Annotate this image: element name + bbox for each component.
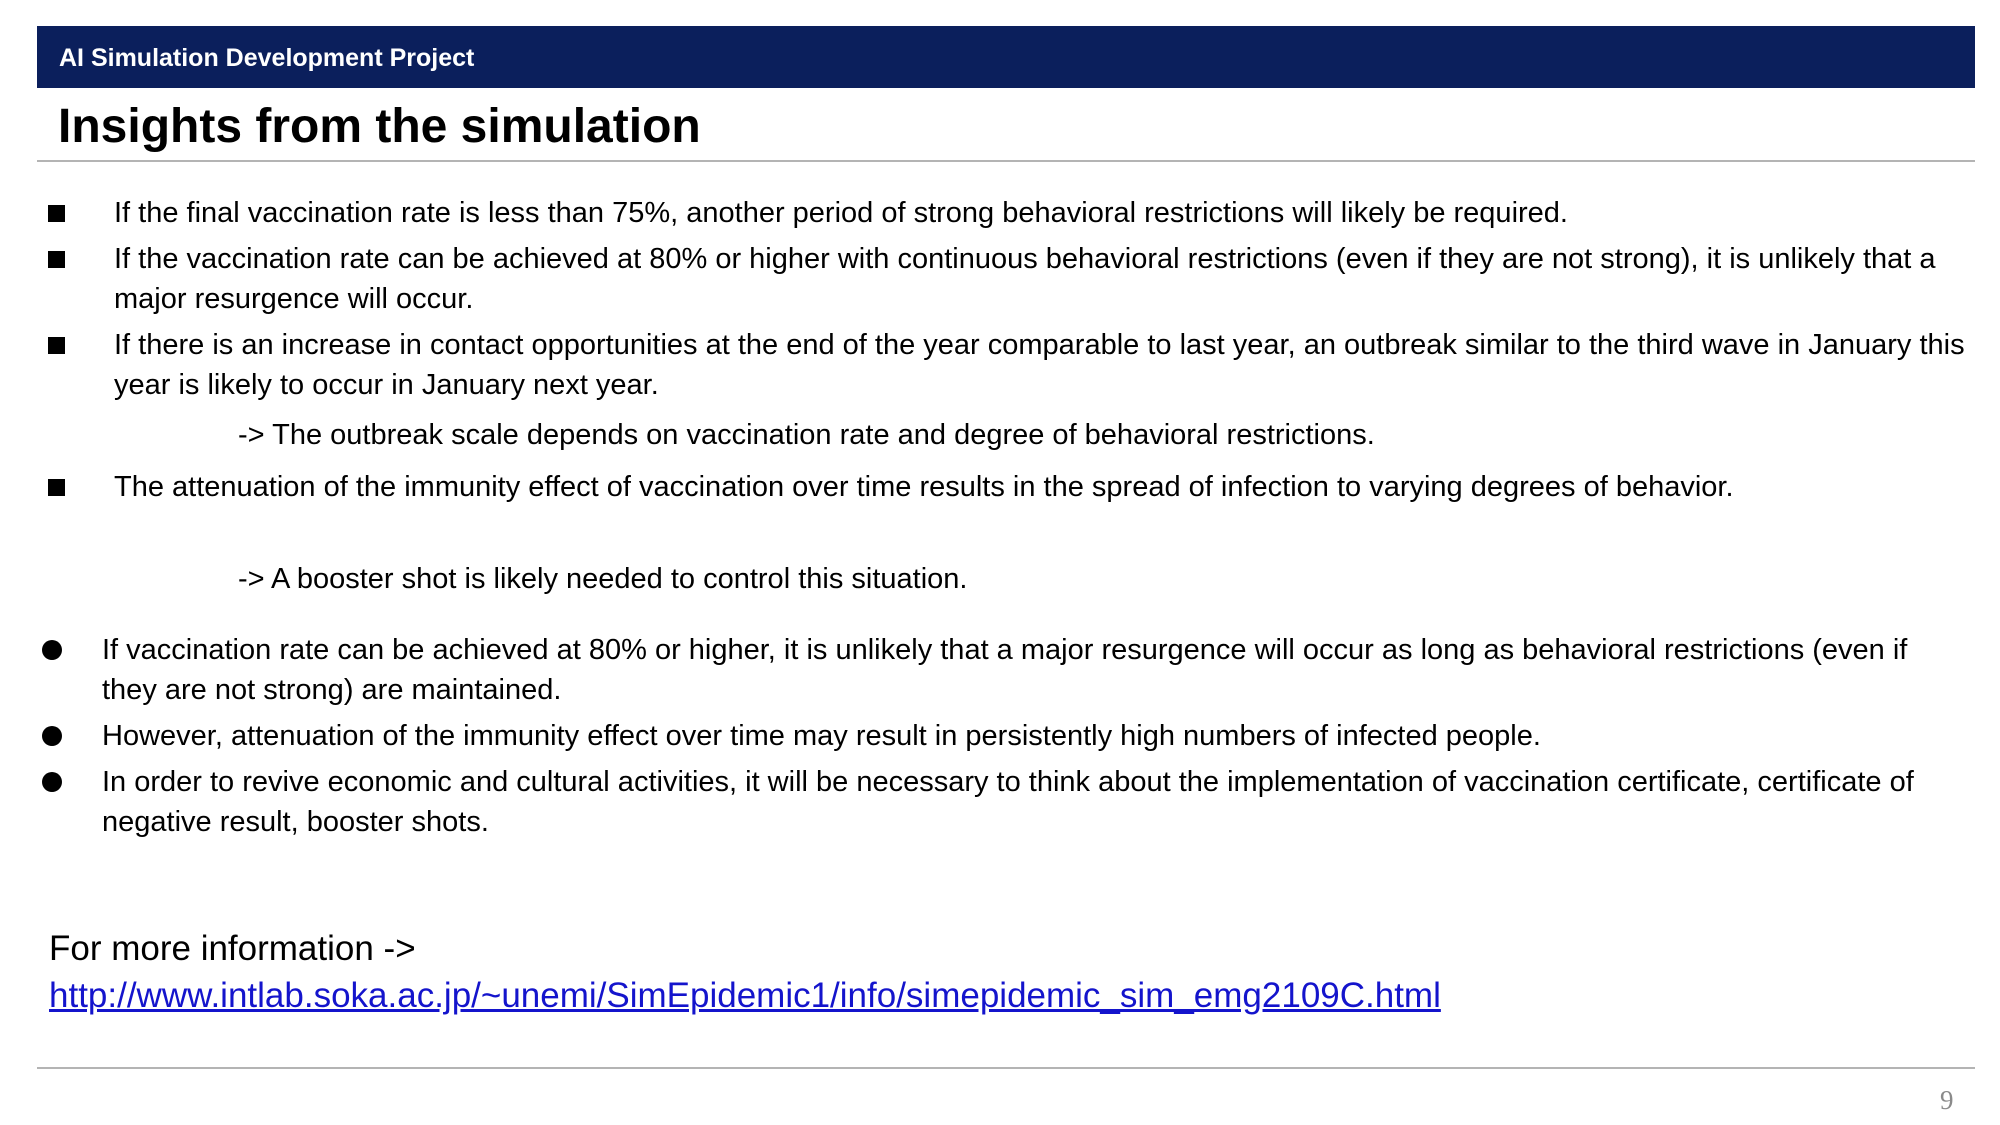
bullet-text: If there is an increase in contact opportunities at the end of the year comparable to last year, an outbreak similar to the third wave in January this year is likely to occur in January next year. (114, 329, 1965, 401)
more-info-link[interactable]: http://www.intlab.soka.ac.jp/~unemi/SimEpidemic1/info/simepidemic_sim_emg2109C.html (49, 976, 1441, 1015)
outbreak-scale-note: -> The outbreak scale depends on vaccination rate and degree of behavioral restrictions. (238, 419, 1375, 451)
more-info-label: For more information -> (49, 929, 416, 968)
page-number: 9 (1940, 1085, 1954, 1115)
bullet-text: If the final vaccination rate is less than 75%, another period of strong behavioral restrictions will likely be required. (114, 197, 1568, 229)
square-bullet-icon (48, 479, 65, 496)
round-bullet-icon (42, 640, 62, 660)
header-bar (37, 26, 1975, 88)
square-bullet-icon (48, 251, 65, 268)
title-divider (37, 160, 1975, 162)
footer-divider (37, 1067, 1975, 1069)
round-bullet-icon (42, 726, 62, 746)
booster-shot-note: -> A booster shot is likely needed to control this situation. (238, 563, 968, 595)
bullet-text: If the vaccination rate can be achieved at 80% or higher with continuous behavioral restrictions (even if they are not strong), it is unlikely that a major resurgence will occur. (114, 243, 1936, 315)
project-title: AI Simulation Development Project (59, 44, 475, 72)
bullet-text: If vaccination rate can be achieved at 80% or higher, it is unlikely that a major resurgence will occur as long as behavioral restrictions (even if they are not strong) are maintained. (102, 634, 1908, 706)
bullet-text: However, attenuation of the immunity effect over time may result in persistently high numbers of infected people. (102, 720, 1541, 752)
page-title: Insights from the simulation (58, 100, 701, 153)
square-bullet-icon (48, 337, 65, 354)
square-bullet-icon (48, 205, 65, 222)
bullet-text: In order to revive economic and cultural activities, it will be necessary to think about the implementation of vaccination certificate, certificate of negative result, booster shots. (102, 766, 1914, 838)
round-bullet-icon (42, 772, 62, 792)
bullet-text: The attenuation of the immunity effect of vaccination over time results in the spread of infection to varying degrees of behavior. (114, 471, 1734, 503)
